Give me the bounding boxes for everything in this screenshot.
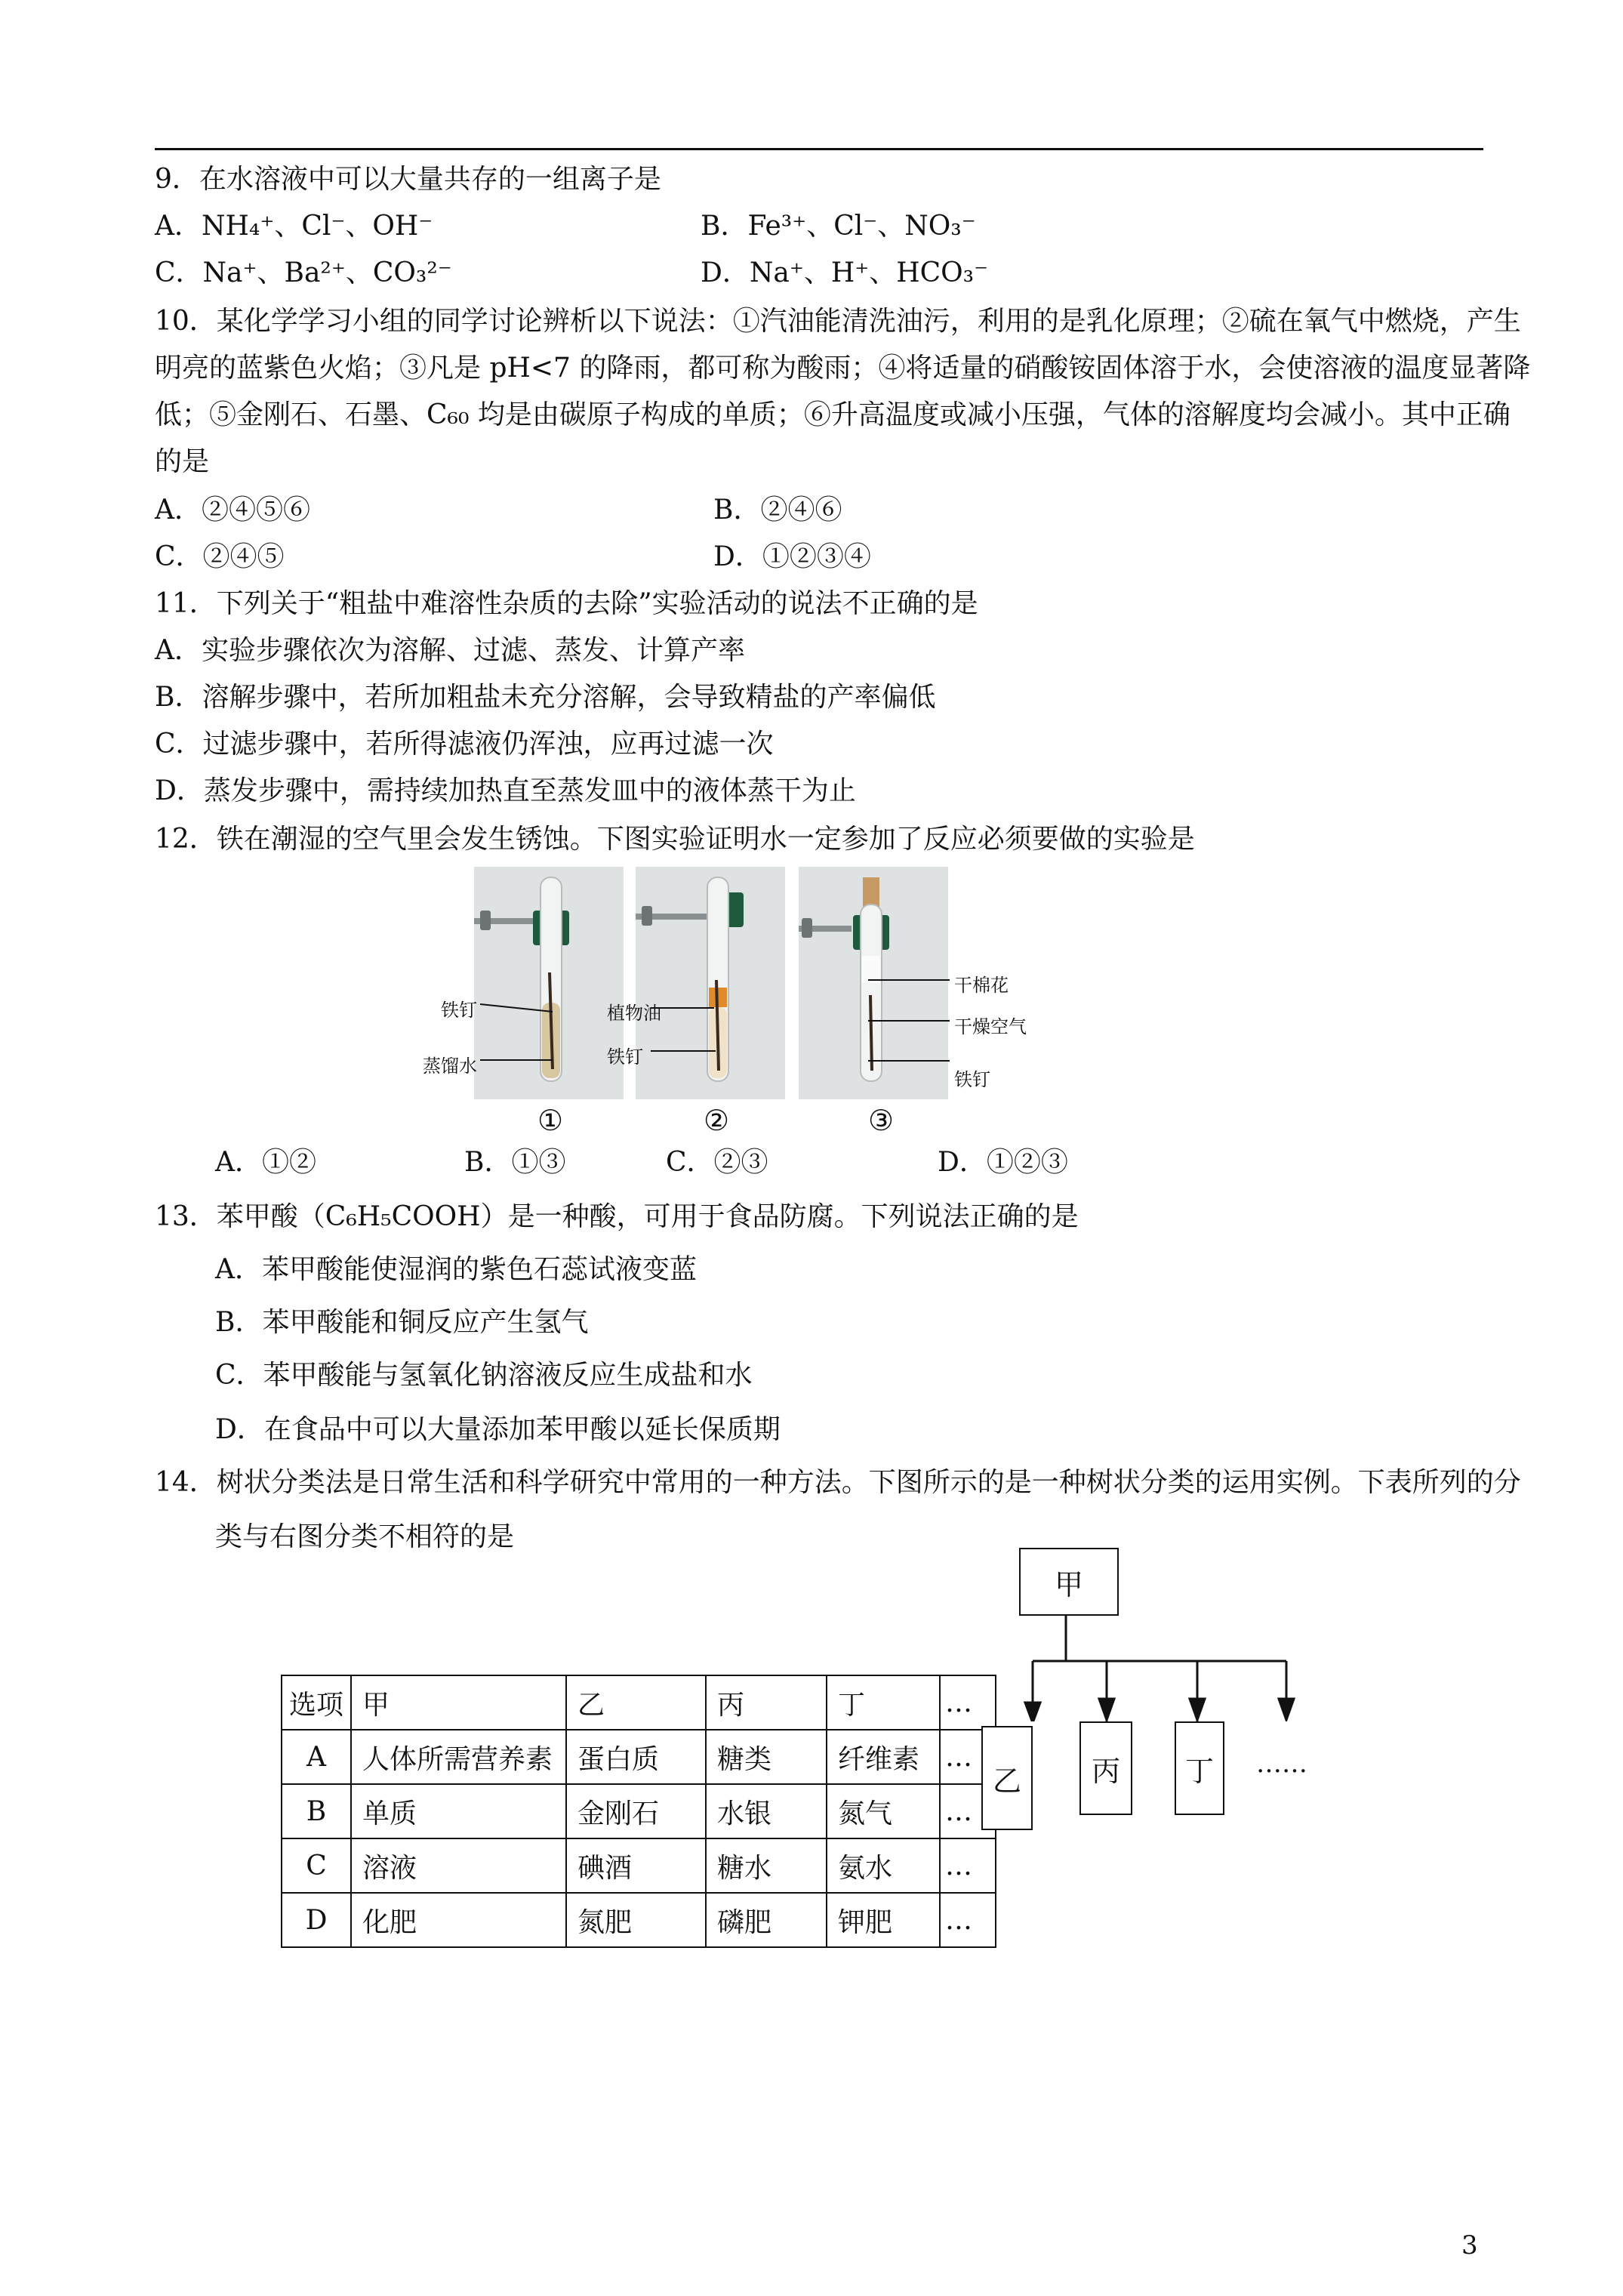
- label-dry-cotton: 干棉花: [954, 975, 1009, 996]
- table-cell: …: [940, 1730, 996, 1784]
- table-cell: C: [282, 1838, 351, 1893]
- tree-node-child-3: 丁: [1175, 1721, 1224, 1815]
- table-cell: 溶液: [351, 1838, 566, 1893]
- q12-stem: 12．铁在潮湿的空气里会发生锈蚀。下图实验证明水一定参加了反应必须要做的实验是: [155, 824, 1195, 855]
- tree-node-child-2: 丙: [1079, 1721, 1132, 1815]
- table-cell: 钾肥: [827, 1893, 940, 1947]
- q10-line4: 的是: [155, 446, 210, 477]
- label-distilled-water: 蒸馏水: [423, 1056, 477, 1077]
- q11-option-b: B．溶解步骤中，若所加粗盐未充分溶解，会导致精盐的产率偏低: [155, 682, 936, 713]
- table-cell: 碘酒: [566, 1838, 706, 1893]
- label-dry-air: 干燥空气: [954, 1016, 1027, 1037]
- table-cell: 纤维素: [827, 1730, 940, 1784]
- table-cell: 氨水: [827, 1838, 940, 1893]
- label-nail-3: 铁钉: [954, 1069, 990, 1090]
- q9-option-b: B．Fe³⁺、Cl⁻、NO₃⁻: [701, 211, 976, 242]
- table-cell: 丙: [706, 1675, 827, 1730]
- q13-option-c: C．苯甲酸能与氢氧化钠溶液反应生成盐和水: [215, 1360, 753, 1391]
- table-cell: 糖水: [706, 1838, 827, 1893]
- q10-option-c: C．②④⑤: [155, 541, 285, 572]
- label-vegetable-oil: 植物油: [607, 1003, 661, 1024]
- table-cell: 磷肥: [706, 1893, 827, 1947]
- table-cell: 蛋白质: [566, 1730, 706, 1784]
- label-nail-2: 铁钉: [607, 1046, 643, 1068]
- test-tube-photo-2: [636, 867, 785, 1099]
- q9-stem: 9．在水溶液中可以大量共存的一组离子是: [155, 164, 661, 195]
- q11-option-d: D．蒸发步骤中，需持续加热直至蒸发皿中的液体蒸干为止: [155, 775, 856, 806]
- experiment-number-1: ①: [537, 1104, 564, 1137]
- q10-option-b: B．②④⑥: [713, 495, 842, 525]
- tree-node-child-1: 乙: [981, 1726, 1033, 1830]
- test-tube-photo-1: [474, 867, 624, 1099]
- header-rule: [155, 148, 1483, 150]
- test-tube-photo-3: [799, 867, 948, 1099]
- table-cell: 化肥: [351, 1893, 566, 1947]
- table-cell: 丁: [827, 1675, 940, 1730]
- table-cell: 氮气: [827, 1784, 940, 1838]
- table-cell: D: [282, 1893, 351, 1947]
- table-cell: 乙: [566, 1675, 706, 1730]
- q11-option-c: C．过滤步骤中，若所得滤液仍浑浊，应再过滤一次: [155, 729, 774, 760]
- q13-option-a: A．苯甲酸能使湿润的紫色石蕊试液变蓝: [215, 1254, 697, 1285]
- table-row: [282, 1784, 996, 1838]
- table-cell: 人体所需营养素: [351, 1730, 566, 1784]
- page-number: 3: [1461, 2230, 1478, 2261]
- table-cell: 水银: [706, 1784, 827, 1838]
- table-row: [282, 1838, 996, 1893]
- q9-option-c: C．Na⁺、Ba²⁺、CO₃²⁻: [155, 257, 452, 288]
- table-cell: 氮肥: [566, 1893, 706, 1947]
- table-cell: …: [940, 1893, 996, 1947]
- table-row: [282, 1893, 996, 1947]
- q11-option-a: A．实验步骤依次为溶解、过滤、蒸发、计算产率: [155, 635, 745, 666]
- q14-line1: 14．树状分类法是日常生活和科学研究中常用的一种方法。下图所示的是一种树状分类的运用实例。下表所列的分: [155, 1467, 1521, 1498]
- q12-option-d: D．①②③: [938, 1147, 1068, 1178]
- q12-option-c: C．②③: [666, 1147, 768, 1178]
- table-cell: 甲: [351, 1675, 566, 1730]
- tree-node-more: ……: [1256, 1749, 1307, 1779]
- q13-option-d: D．在食品中可以大量添加苯甲酸以延长保质期: [215, 1414, 781, 1445]
- tree-node-root: 甲: [1019, 1548, 1119, 1616]
- table-cell: …: [940, 1675, 996, 1730]
- q10-option-a: A．②④⑤⑥: [155, 495, 310, 525]
- table-cell: 单质: [351, 1784, 566, 1838]
- q10-option-d: D．①②③④: [713, 541, 871, 572]
- table-cell: 选项: [282, 1675, 351, 1730]
- table-cell: …: [940, 1784, 996, 1838]
- q13-option-b: B．苯甲酸能和铜反应产生氢气: [215, 1307, 589, 1338]
- q13-stem: 13．苯甲酸（C₆H₅COOH）是一种酸，可用于食品防腐。下列说法正确的是: [155, 1201, 1079, 1232]
- table-row: [282, 1675, 996, 1730]
- q9-option-d: D．Na⁺、H⁺、HCO₃⁻: [701, 257, 989, 288]
- q12-option-a: A．①②: [215, 1147, 316, 1178]
- q14-line2: 类与右图分类不相符的是: [215, 1521, 515, 1552]
- classification-table: [281, 1675, 996, 1948]
- label-nail-1: 铁钉: [441, 1000, 477, 1021]
- q10-line1: 10．某化学学习小组的同学讨论辨析以下说法：①汽油能清洗油污，利用的是乳化原理；②硫在氧气中燃烧，产生: [155, 306, 1521, 337]
- q9-option-a: A．NH₄⁺、Cl⁻、OH⁻: [155, 211, 433, 242]
- q10-line3: 低；⑤金刚石、石墨、C₆₀ 均是由碳原子构成的单质；⑥升高温度或减小压强，气体的溶解度均会减小。其中正确: [155, 399, 1511, 430]
- table-cell: 糖类: [706, 1730, 827, 1784]
- q10-line2: 明亮的蓝紫色火焰；③凡是 pH<7 的降雨，都可称为酸雨；④将适量的硝酸铵固体溶于水，会使溶液的温度显著降: [155, 353, 1531, 384]
- experiment-number-3: ③: [868, 1104, 895, 1137]
- table-cell: A: [282, 1730, 351, 1784]
- table-cell: 金刚石: [566, 1784, 706, 1838]
- table-row: [282, 1730, 996, 1784]
- experiment-number-2: ②: [704, 1104, 730, 1137]
- table-cell: B: [282, 1784, 351, 1838]
- q11-stem: 11．下列关于“粗盐中难溶性杂质的去除”实验活动的说法不正确的是: [155, 588, 978, 619]
- q12-option-b: B．①③: [464, 1147, 566, 1178]
- table-cell: …: [940, 1838, 996, 1893]
